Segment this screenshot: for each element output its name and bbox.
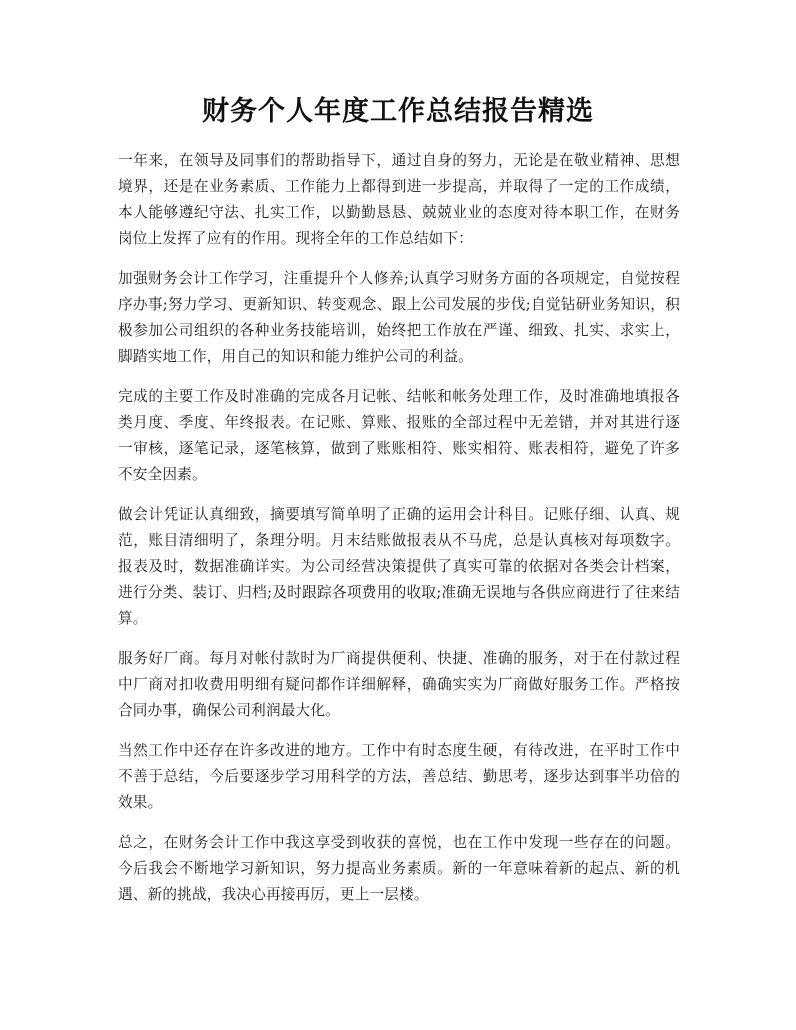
paragraph-main-work: 完成的主要工作及时准确的完成各月记帐、结帐和帐务处理工作，及时准确地填报各类月度、季度、年终报表。在记账、算账、报账的全部过程中无差错，并对其进行逐一审核，逐笔记录，逐笔核算，做到了账账相符、账实相符、账表相符，避免了许多不安全因素。 [118, 388, 680, 483]
paragraph-study: 加强财务会计工作学习，注重提升个人修养;认真学习财务方面的各项规定，自觉按程序办事;努力学习、更新知识、转变观念、跟上公司发展的步伐;自觉钻研业务知识，积极参加公司组织的各种业务技能培训，始终把工作放在严谨、细致、扎实、求实上，脚踏实地工作，用自己的知识和能力维护公司的利益。 [118, 270, 680, 365]
paragraph-service: 服务好厂商。每月对帐付款时为厂商提供便利、快捷、准确的服务，对于在付款过程中厂商对扣收费用明细有疑问都作详细解释，确确实实为厂商做好服务工作。严格按合同办事，确保公司利润最大化。 [118, 650, 680, 719]
paragraph-conclusion: 总之，在财务会计工作中我这享受到收获的喜悦，也在工作中发现一些存在的问题。今后我会不断地学习新知识，努力提高业务素质。新的一年意味着新的起点、新的机遇、新的挑战，我决心再接再厉，更上一层楼。 [118, 834, 680, 903]
document-body [118, 148, 680, 922]
document-title: 财务个人年度工作总结报告精选 [202, 96, 594, 127]
paragraph-intro: 一年来，在领导及同事们的帮助指导下，通过自身的努力，无论是在敬业精神、思想境界，还是在业务素质、工作能力上都得到进一步提高，并取得了一定的工作成绩，本人能够遵纪守法、扎实工作，以勤勤恳恳、兢兢业业的态度对待本职工作，在财务岗位上发挥了应有的作用。现将全年的工作总结如下： [118, 152, 680, 247]
paragraph-vouchers: 做会计凭证认真细致，摘要填写简单明了正确的运用会计科目。记账仔细、认真、规范，账目清细明了，条理分明。月末结账做报表从不马虎，总是认真核对每项数字。报表及时，数据准确详实。为公司经营决策提供了真实可靠的依据对各类会计档案，进行分类、装订、归档;及时跟踪各项费用的收取;准确无误地与各供应商进行了往来结算。 [118, 506, 680, 627]
paragraph-improvements: 当然工作中还存在许多改进的地方。工作中有时态度生硬，有待改进，在平时工作中不善于总结，今后要逐步学习用科学的方法，善总结、勤思考，逐步达到事半功倍的效果。 [118, 742, 680, 811]
